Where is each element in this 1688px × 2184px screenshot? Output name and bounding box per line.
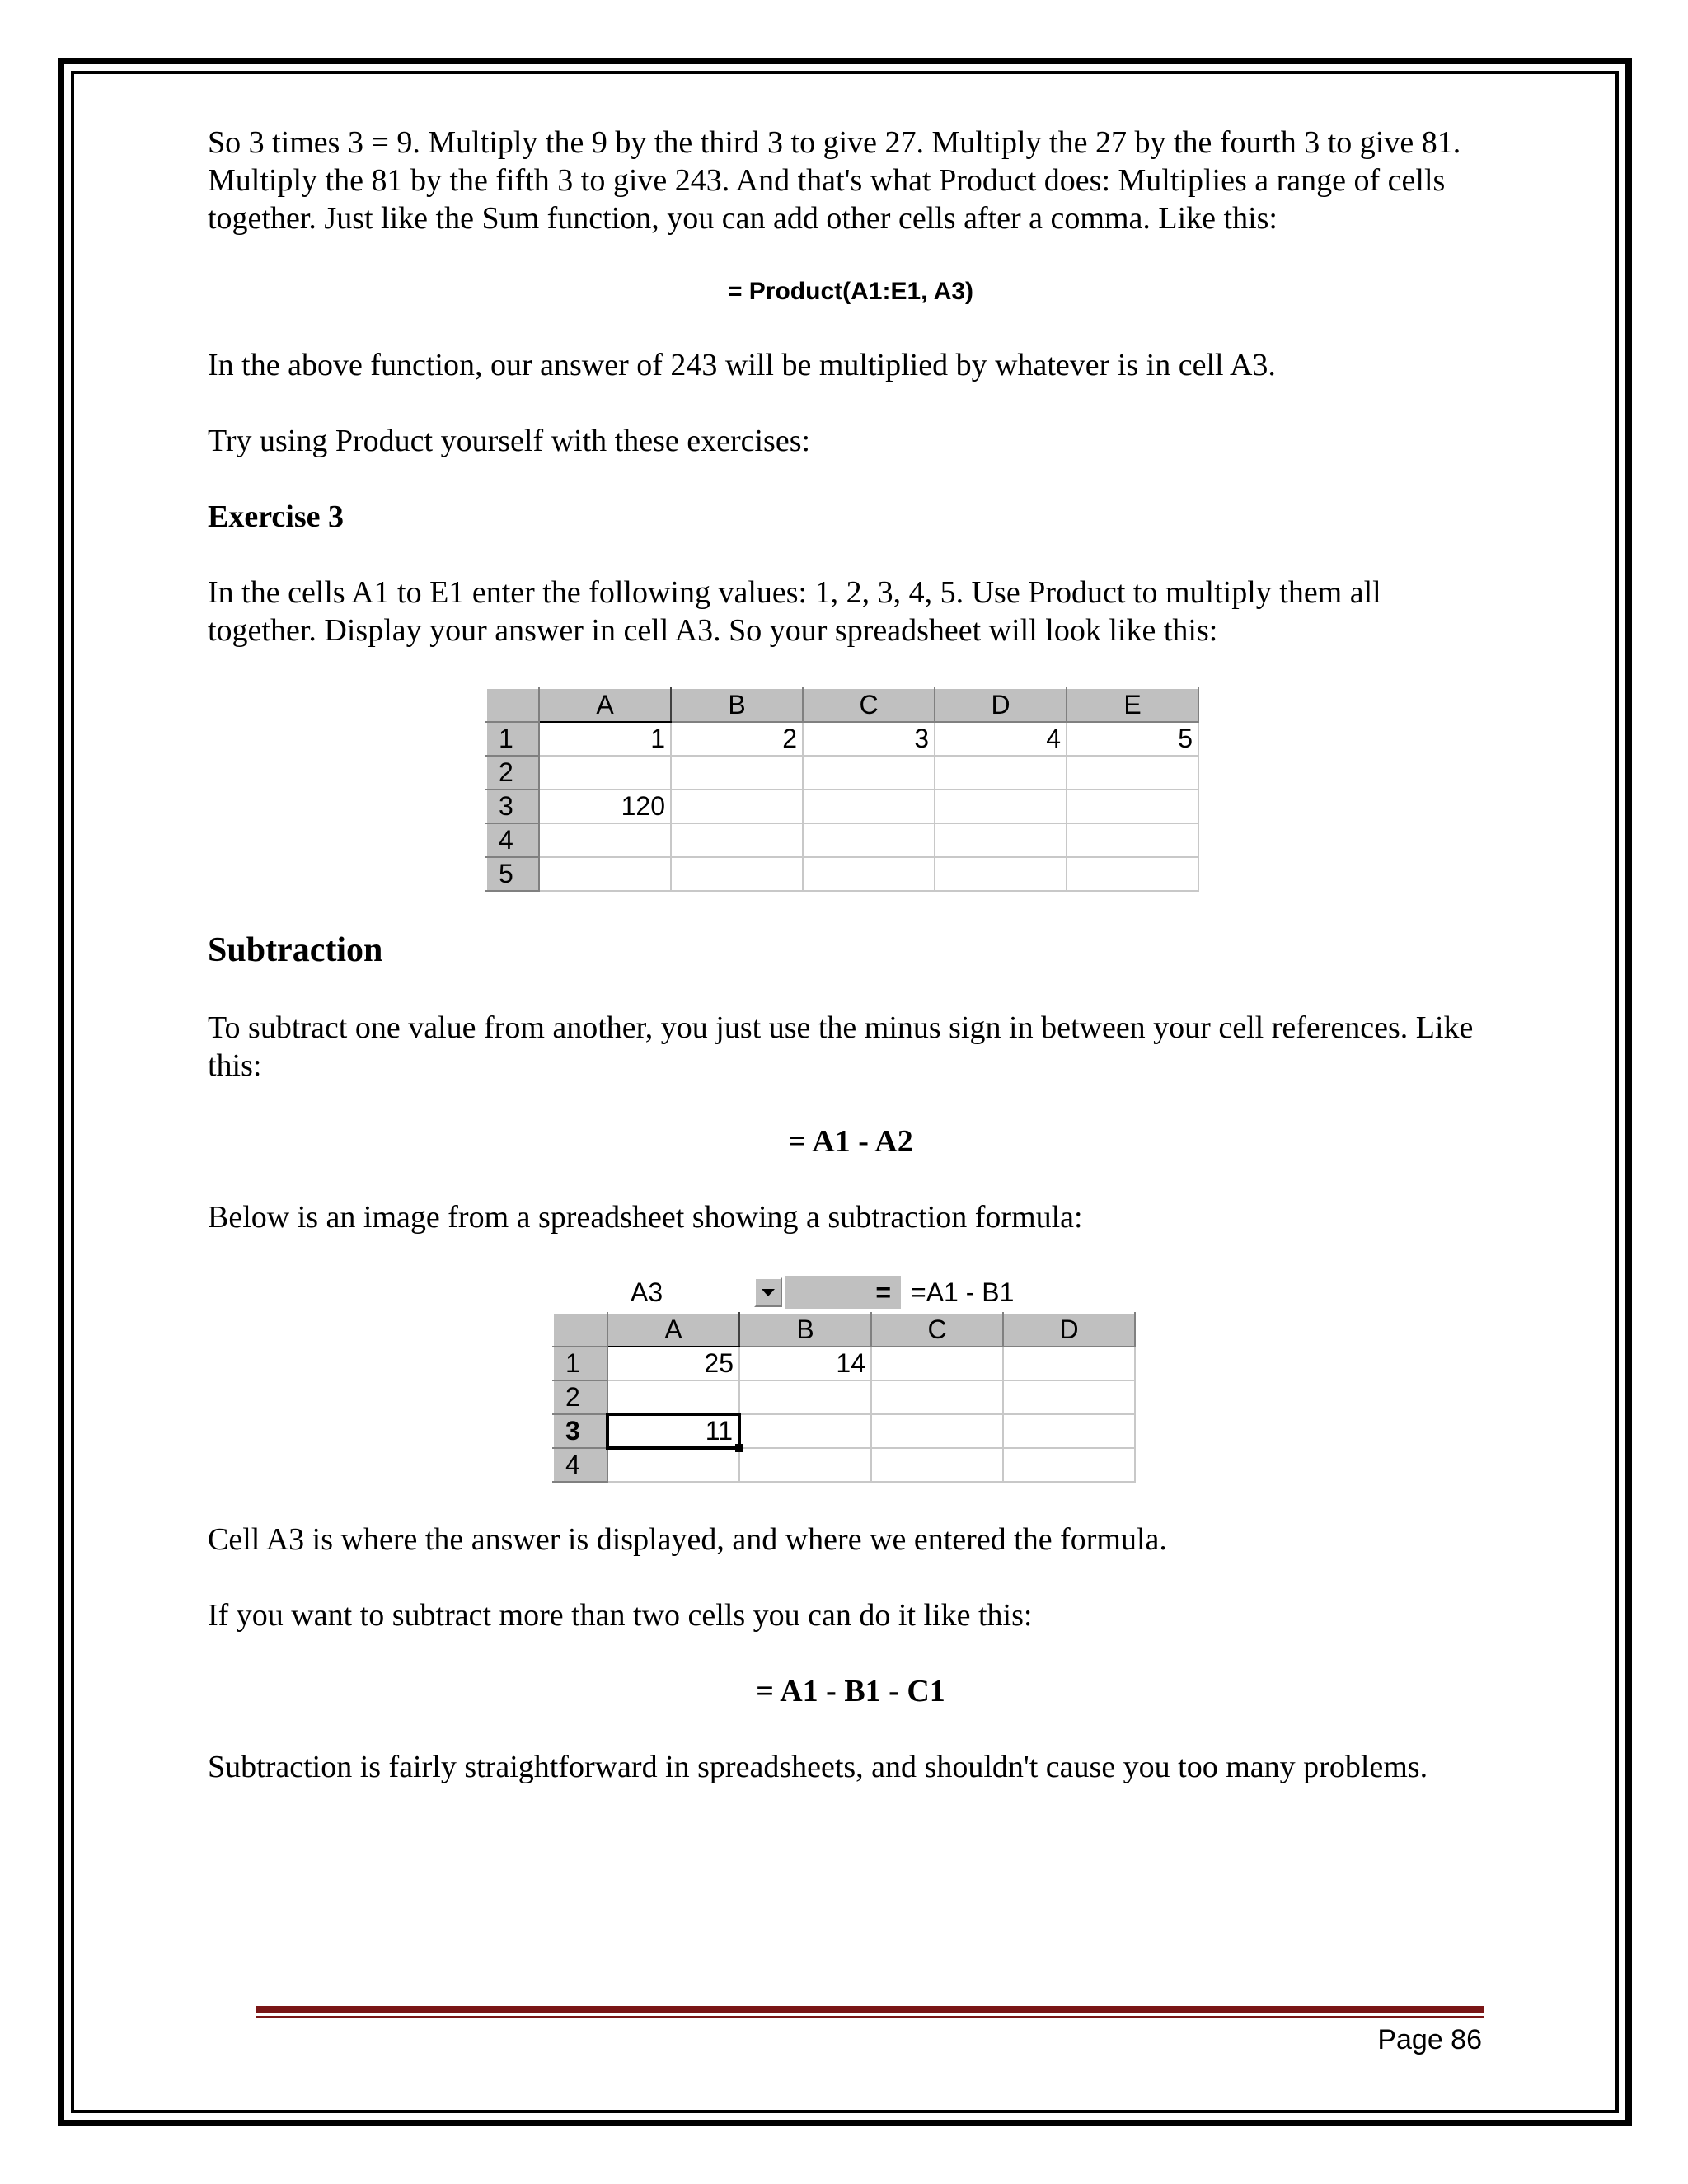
cell <box>1003 1380 1135 1414</box>
formula-text[interactable]: =A1 - B1 <box>911 1277 1015 1307</box>
cell <box>739 1448 871 1482</box>
cell <box>871 1448 1003 1482</box>
cell-value: 11 <box>705 1416 733 1446</box>
paragraph-product-explanation: So 3 times 3 = 9. Multiply the 9 by the third 3 to give 27. Multiply the 27 by the fourth 3 to give 81. Multiply the 81 by the fifth 3 to give 243. And that's what Product does: Multiplies a range of cells together. Just like the Sum function, you can add other cells after a comma. Like this: <box>208 125 1461 236</box>
cell: 2 <box>671 722 803 756</box>
cell: 120 <box>539 790 671 823</box>
footer-rule <box>256 2006 1484 2018</box>
table-row <box>486 790 1198 823</box>
cell <box>539 823 671 857</box>
column-header: C <box>803 688 935 722</box>
table-row <box>486 823 1198 857</box>
fill-handle[interactable] <box>735 1444 743 1452</box>
cell <box>871 1347 1003 1380</box>
grid-corner <box>553 1313 607 1347</box>
cell <box>739 1380 871 1414</box>
cell: 5 <box>1067 722 1198 756</box>
formula-bar <box>552 1274 1493 1310</box>
column-header: E <box>1067 688 1198 722</box>
cell: 3 <box>803 722 935 756</box>
paragraph-subtraction-image-intro: Below is an image from a spreadsheet showing a subtraction formula: <box>208 1200 1083 1235</box>
name-box[interactable]: A3 <box>631 1277 663 1307</box>
row-header: 1 <box>486 722 539 756</box>
cell <box>803 790 935 823</box>
cell: 25 <box>607 1347 739 1380</box>
cell <box>803 756 935 790</box>
formula-a1-minus-a2: = A1 - A2 <box>788 1124 913 1159</box>
column-header: A <box>539 688 671 722</box>
table-row <box>486 756 1198 790</box>
column-header: C <box>871 1313 1003 1347</box>
row-header: 2 <box>486 756 539 790</box>
cell <box>935 823 1067 857</box>
paragraph-try-product: Try using Product yourself with these exercises: <box>208 424 811 458</box>
cell <box>671 857 803 891</box>
footer-rule-thin <box>256 2016 1484 2018</box>
spreadsheet-grid <box>485 687 1199 892</box>
paragraph-multiple-cells: If you want to subtract more than two cells you can do it like this: <box>208 1598 1033 1633</box>
grid-corner <box>486 688 539 722</box>
exercise-heading: Exercise 3 <box>208 499 344 534</box>
chevron-down-icon <box>762 1289 775 1296</box>
cell: 14 <box>739 1347 871 1380</box>
page-number: Page 86 <box>1377 2024 1482 2055</box>
cell <box>935 790 1067 823</box>
cell <box>1067 756 1198 790</box>
formula-product: = Product(A1:E1, A3) <box>727 278 974 305</box>
cell <box>1067 857 1198 891</box>
paragraph-exercise-instructions: In the cells A1 to E1 enter the following values: 1, 2, 3, 4, 5. Use Product to multiply them all together. Display your answer in cell A3. So your spreadsheet will look like this: <box>208 575 1381 648</box>
column-header: D <box>935 688 1067 722</box>
column-header: B <box>671 688 803 722</box>
spreadsheet-subtraction-example <box>552 1274 1493 1483</box>
cell <box>803 857 935 891</box>
subtraction-heading: Subtraction <box>208 931 383 969</box>
cell <box>1067 823 1198 857</box>
row-header: 3 <box>553 1414 607 1448</box>
cell: 1 <box>539 722 671 756</box>
formula-equals-button[interactable]: = <box>785 1276 901 1309</box>
table-row <box>486 857 1198 891</box>
cell <box>671 756 803 790</box>
spreadsheet-product-example <box>485 687 1493 892</box>
cell: 4 <box>935 722 1067 756</box>
paragraph-subtraction-summary: Subtraction is fairly straightforward in spreadsheets, and shouldn't cause you too many problems. <box>208 1750 1428 1784</box>
cell <box>671 790 803 823</box>
selected-cell[interactable] <box>607 1414 739 1448</box>
table-row <box>553 1448 1135 1482</box>
cell <box>1003 1448 1135 1482</box>
name-box-dropdown-button[interactable] <box>754 1277 782 1307</box>
paragraph-subtraction-intro: To subtract one value from another, you just use the minus sign in between your cell references. Like this: <box>208 1010 1474 1083</box>
row-header: 3 <box>486 790 539 823</box>
cell <box>539 756 671 790</box>
column-header: D <box>1003 1313 1135 1347</box>
cell <box>1003 1347 1135 1380</box>
cell <box>871 1380 1003 1414</box>
spreadsheet-grid <box>552 1312 1136 1483</box>
column-header: A <box>607 1313 739 1347</box>
table-row <box>553 1380 1135 1414</box>
paragraph-product-note: In the above function, our answer of 243 will be multiplied by whatever is in cell A3. <box>208 348 1276 382</box>
table-row <box>486 722 1198 756</box>
column-header: B <box>739 1313 871 1347</box>
cell <box>803 823 935 857</box>
formula-a1-minus-b1-minus-c1: = A1 - B1 - C1 <box>756 1674 945 1708</box>
page-content <box>208 124 1493 1786</box>
row-header: 1 <box>553 1347 607 1380</box>
row-header: 4 <box>553 1448 607 1482</box>
cell <box>739 1414 871 1448</box>
footer-rule-thick <box>256 2006 1484 2013</box>
table-row <box>553 1347 1135 1380</box>
cell <box>539 857 671 891</box>
paragraph-cell-a3-note: Cell A3 is where the answer is displayed, and where we entered the formula. <box>208 1522 1167 1557</box>
cell <box>671 823 803 857</box>
row-header: 5 <box>486 857 539 891</box>
row-header: 2 <box>553 1380 607 1414</box>
cell <box>1003 1414 1135 1448</box>
cell <box>607 1448 739 1482</box>
cell <box>935 857 1067 891</box>
cell <box>871 1414 1003 1448</box>
cell <box>607 1380 739 1414</box>
cell <box>1067 790 1198 823</box>
row-header: 4 <box>486 823 539 857</box>
table-row <box>553 1414 1135 1448</box>
cell <box>935 756 1067 790</box>
